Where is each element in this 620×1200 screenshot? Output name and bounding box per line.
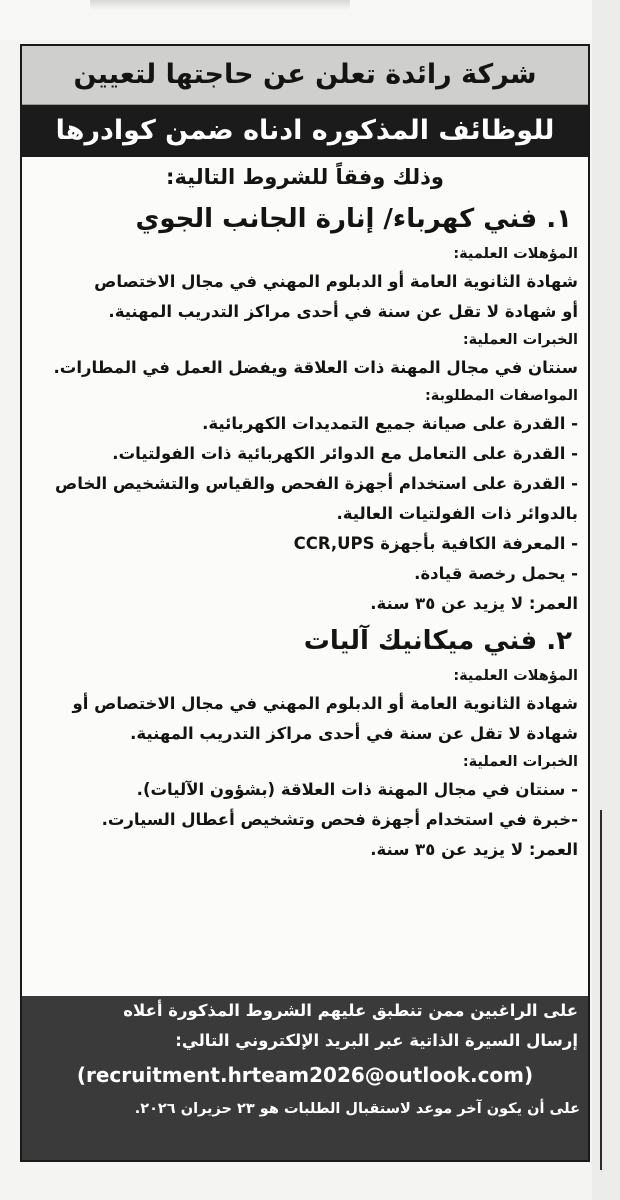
header-announcement: شركة رائدة تعلن عن حاجتها لتعيين	[22, 46, 588, 105]
job-1-qualifications-label: المؤهلات العلمية:	[453, 246, 578, 262]
header-positions: للوظائف المذكوره ادناه ضمن كوادرها	[22, 105, 588, 157]
application-footer	[22, 996, 588, 1160]
top-smudge	[90, 0, 350, 10]
recruitment-email-link[interactable]: (recruitment.hrteam2026@outlook.com)	[76, 1063, 534, 1087]
job-2-qualification-line: شهادة الثانوية العامة أو الدبلوم المهني في مجال الاختصاص أو	[72, 694, 578, 713]
job-1-experience-line: سنتان في مجال المهنة ذات العلاقة ويفضل العمل في المطارات.	[53, 358, 578, 377]
job-2-qualification-line: شهادة لا تقل عن سنة في أحدى مراكز التدريب المهنية.	[130, 724, 578, 743]
footer-deadline: على أن يكون آخر موعد لاستقبال الطلبات هو ٢٣ حزيران ٢٠٢٦.	[134, 1101, 580, 1117]
job-1-title: ١. فني كهرباء/ إنارة الجانب الجوي	[135, 204, 572, 234]
job-1-spec-item: - القدرة على صيانة جميع التمديدات الكهربائية.	[202, 414, 578, 433]
job-2-age: العمر: لا يزيد عن ٣٥ سنة.	[370, 840, 578, 859]
job-2-experience-line: -خبرة في استخدام أجهزة فحص وتشخيص أعطال السيارت.	[101, 810, 578, 829]
footer-send-cv-line: إرسال السيرة الذاتية عبر البريد الإلكتروني التالي:	[175, 1031, 578, 1050]
job-2-experience-line: - سنتان في مجال المهنة ذات العلاقة (بشؤون الآليات).	[136, 780, 578, 799]
job-1-specs-list	[30, 409, 578, 589]
top-strip	[0, 0, 620, 40]
job-1-qualification-line: أو شهادة لا تقل عن سنة في أحدى مراكز التدريب المهنية.	[108, 302, 578, 321]
job-2	[30, 619, 578, 865]
job-ad	[20, 44, 590, 1162]
job-1-spec-devices: CCR,UPS	[293, 534, 375, 553]
job-1-spec-devices-prefix: - المعرفة الكافية بأجهزة	[380, 534, 578, 553]
job-1-specs-label: المواصفات المطلوبة:	[424, 388, 578, 404]
job-1-spec-item: - القدرة على التعامل مع الدوائر الكهربائية ذات الفولتيات.	[112, 444, 578, 463]
job-1	[30, 197, 578, 619]
job-2-qualifications-label: المؤهلات العلمية:	[453, 668, 578, 684]
job-1-age: العمر: لا يزيد عن ٣٥ سنة.	[370, 594, 578, 613]
footer-applicants-line: على الراغبين ممن تنطبق عليهم الشروط المذكورة أعلاه	[123, 1001, 578, 1020]
job-1-qualification-line: شهادة الثانوية العامة أو الدبلوم المهني في مجال الاختصاص	[94, 272, 578, 291]
job-2-title: ٢. فني ميكانيك آليات	[303, 626, 572, 656]
header-conditions: وذلك وفقاً للشروط التالية:	[166, 165, 444, 189]
page-edge-line	[600, 810, 602, 1170]
ad-content	[22, 197, 588, 865]
job-1-spec-item: - يحمل رخصة قيادة.	[414, 564, 578, 583]
page-edge	[592, 0, 620, 1200]
job-1-spec-item: - القدرة على استخدام أجهزة الفحص والقياس والتشخيص الخاص بالدوائر ذات الفولتيات العالية.	[55, 474, 578, 523]
job-1-spec-item-devices	[30, 529, 578, 559]
job-1-experience-label: الخبرات العملية:	[462, 332, 578, 348]
job-2-experience-label: الخبرات العملية:	[462, 754, 578, 770]
